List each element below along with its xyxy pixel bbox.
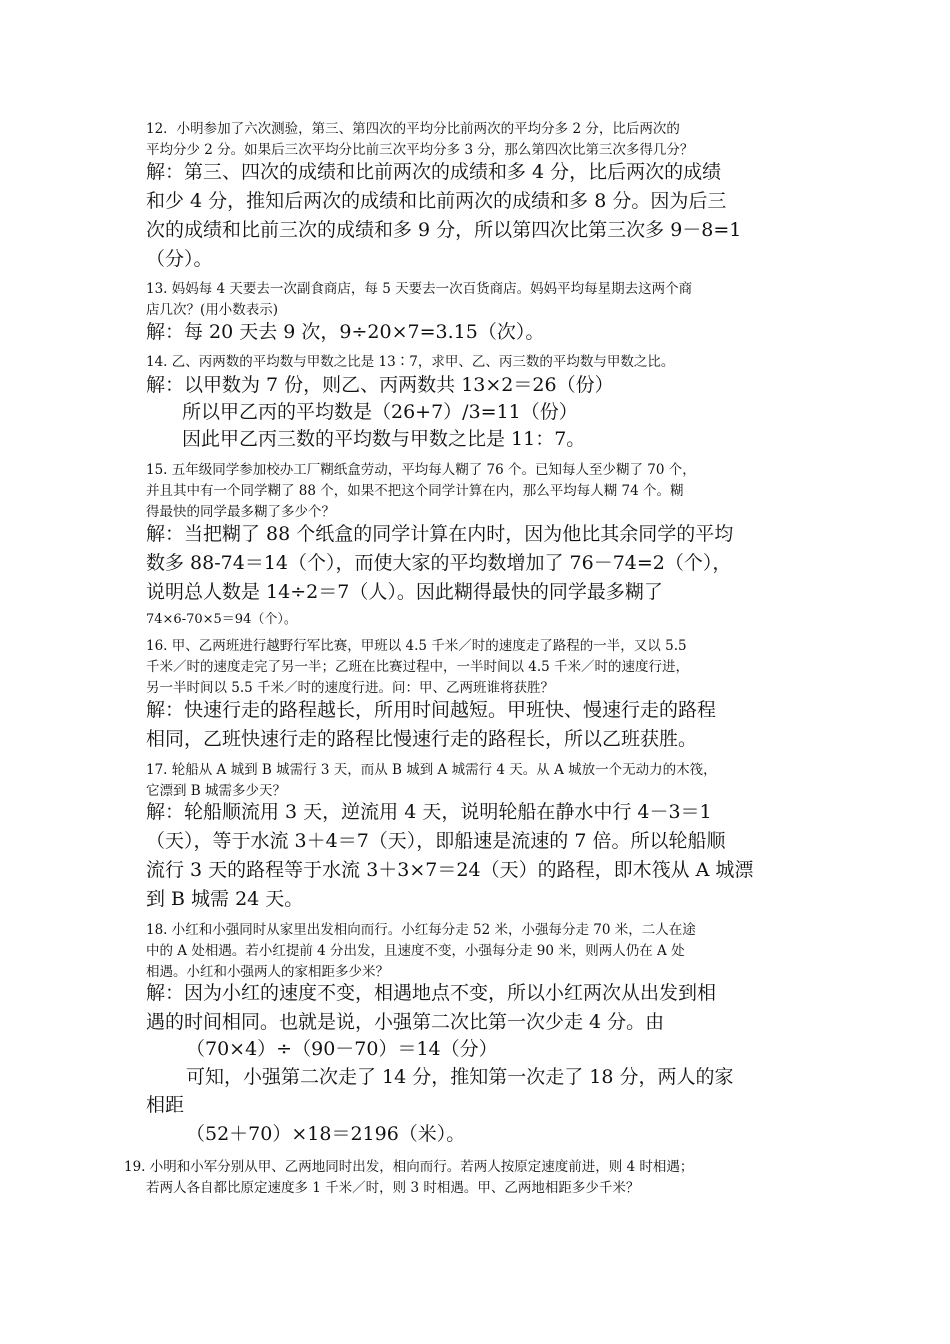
problem-17-answer-line-2: （天），等于水流 3＋4＝7（天），即船速是流速的 7 倍。所以轮船顺 xyxy=(146,830,726,852)
problem-14-answer-line-1: 解：以甲数为 7 份，则乙、丙两数共 13×2＝26（份） xyxy=(146,374,614,396)
problem-18-answer-line-4: 可知，小强第二次走了 14 分，推知第一次走了 18 分，两人的家 xyxy=(186,1066,734,1088)
problem-15-answer-line-4: 74×6-70×5＝94（个）。 xyxy=(146,612,297,627)
problem-15-answer-line-3: 说明总人数是 14÷2＝7（人）。因此糊得最快的同学最多糊了 xyxy=(146,581,663,603)
problem-18-answer-line-3: （70×4）÷（90－70）＝14（分） xyxy=(186,1038,498,1060)
problem-12-answer-line-2: 和少 4 分，推知后两次的成绩和比前两次的成绩和多 8 分。因为后三 xyxy=(146,190,727,212)
problem-16-question-line-1: 16. 甲、乙两班进行越野行军比赛，甲班以 4.5 千米／时的速度走了路程的一半，又以 5.5 xyxy=(146,638,687,654)
problem-17-answer-line-4: 到 B 城需 24 天。 xyxy=(146,888,304,910)
problem-15-question-line-2: 并且其中有一个同学糊了 88 个，如果不把这个同学计算在内，那么平均每人糊 74 个。糊 xyxy=(146,483,684,499)
problem-16-answer-line-1: 解：快速行走的路程越长，所用时间越短。甲班快、慢速行走的路程 xyxy=(146,699,717,721)
problem-18-answer-line-6: （52＋70）×18＝2196（米）。 xyxy=(186,1123,466,1145)
problem-15-question-line-1: 15. 五年级同学参加校办工厂糊纸盒劳动，平均每人糊了 76 个。已知每人至少糊了 70 个， xyxy=(146,462,696,478)
problem-17-question-line-2: 它漂到 B 城需多少天？ xyxy=(146,783,287,799)
problem-18-answer-line-5: 相距 xyxy=(146,1094,185,1116)
problem-13-question-line-1: 13. 妈妈每 4 天要去一次副食商店，每 5 天要去一次百货商店。妈妈平均每星期去这两个商 xyxy=(146,281,693,297)
problem-16-question-line-2: 千米／时的速度走完了另一半；乙班在比赛过程中，一半时间以 4.5 千米／时的速度行进， xyxy=(146,659,690,675)
problem-15-answer-line-2: 数多 88-74＝14（个），而使大家的平均数增加了 76－74=2（个）， xyxy=(146,552,732,574)
problem-14-question-line-1: 14. 乙、丙两数的平均数与甲数之比是 13∶7，求甲、乙、丙三数的平均数与甲数之比。 xyxy=(146,354,675,370)
problem-17-answer-line-3: 流行 3 天的路程等于水流 3＋3×7＝24（天）的路程，即木筏从 A 城漂 xyxy=(146,859,754,881)
problem-12-answer-line-4: （分）。 xyxy=(146,248,213,270)
problem-17-question-line-1: 17. 轮船从 A 城到 B 城需行 3 天，而从 B 城到 A 城需行 4 天。从 A 城放一个无动力的木筏， xyxy=(146,762,717,778)
problem-18-answer-line-2: 遇的时间相同。也就是说，小强第二次比第一次少走 4 分。由 xyxy=(146,1011,665,1033)
problem-14-answer-line-2: 所以甲乙丙的平均数是（26+7）/3=11（份） xyxy=(182,401,578,423)
problem-13-answer-line-1: 解：每 20 天去 9 次，9÷20×7=3.15（次）。 xyxy=(146,321,545,343)
problem-17-answer-line-1: 解：轮船顺流用 3 天，逆流用 4 天，说明轮船在静水中行 4－3＝1 xyxy=(146,801,712,823)
problem-19-question-line-2: 若两人各自都比原定速度多 1 千米／时，则 3 时相遇。甲、乙两地相距多少千米？ xyxy=(146,1180,640,1196)
problem-12-question-line-2: 平均分少 2 分。如果后三次平均分比前三次平均分多 3 分，那么第四次比第三次多得几分？ xyxy=(146,142,694,158)
problem-18-question-line-1: 18. 小红和小强同时从家里出发相向而行。小红每分走 52 米，小强每分走 70 米，二人在途 xyxy=(146,922,696,938)
problem-18-question-line-2: 中的 A 处相遇。若小红提前 4 分出发，且速度不变，小强每分走 90 米，则两人仍在 A 处 xyxy=(146,943,685,959)
problem-18-answer-line-1: 解：因为小红的速度不变，相遇地点不变，所以小红两次从出发到相 xyxy=(146,982,717,1004)
problem-13-question-line-2: 店几次？(用小数表示) xyxy=(146,302,279,318)
problem-15-answer-line-1: 解：当把糊了 88 个纸盒的同学计算在内时，因为他比其余同学的平均 xyxy=(146,523,734,545)
problem-16-question-line-3: 另一半时间以 5.5 千米／时的速度行进。问：甲、乙两班谁将获胜？ xyxy=(146,680,555,696)
problem-12-answer-line-1: 解：第三、四次的成绩和比前两次的成绩和多 4 分，比后两次的成绩 xyxy=(146,161,722,183)
problem-18-question-line-3: 相遇。小红和小强两人的家相距多少米？ xyxy=(146,964,389,980)
problem-16-answer-line-2: 相同，乙班快速行走的路程比慢速行走的路程长，所以乙班获胜。 xyxy=(146,728,698,750)
problem-19-question-line-1: 19. 小明和小军分别从甲、乙两地同时出发，相向而行。若两人按原定速度前进，则 4 时相遇； xyxy=(124,1159,694,1175)
problem-15-question-line-3: 得最快的同学最多糊了多少个？ xyxy=(146,504,335,520)
problem-14-answer-line-3: 因此甲乙丙三数的平均数与甲数之比是 11：7。 xyxy=(182,428,586,450)
problem-12-answer-line-3: 次的成绩和比前三次的成绩和多 9 分，所以第四次比第三次多 9－8=1 xyxy=(146,219,742,241)
problem-12-question-line-1: 12．小明参加了六次测验，第三、第四次的平均分比前两次的平均分多 2 分，比后两次的 xyxy=(146,121,680,137)
